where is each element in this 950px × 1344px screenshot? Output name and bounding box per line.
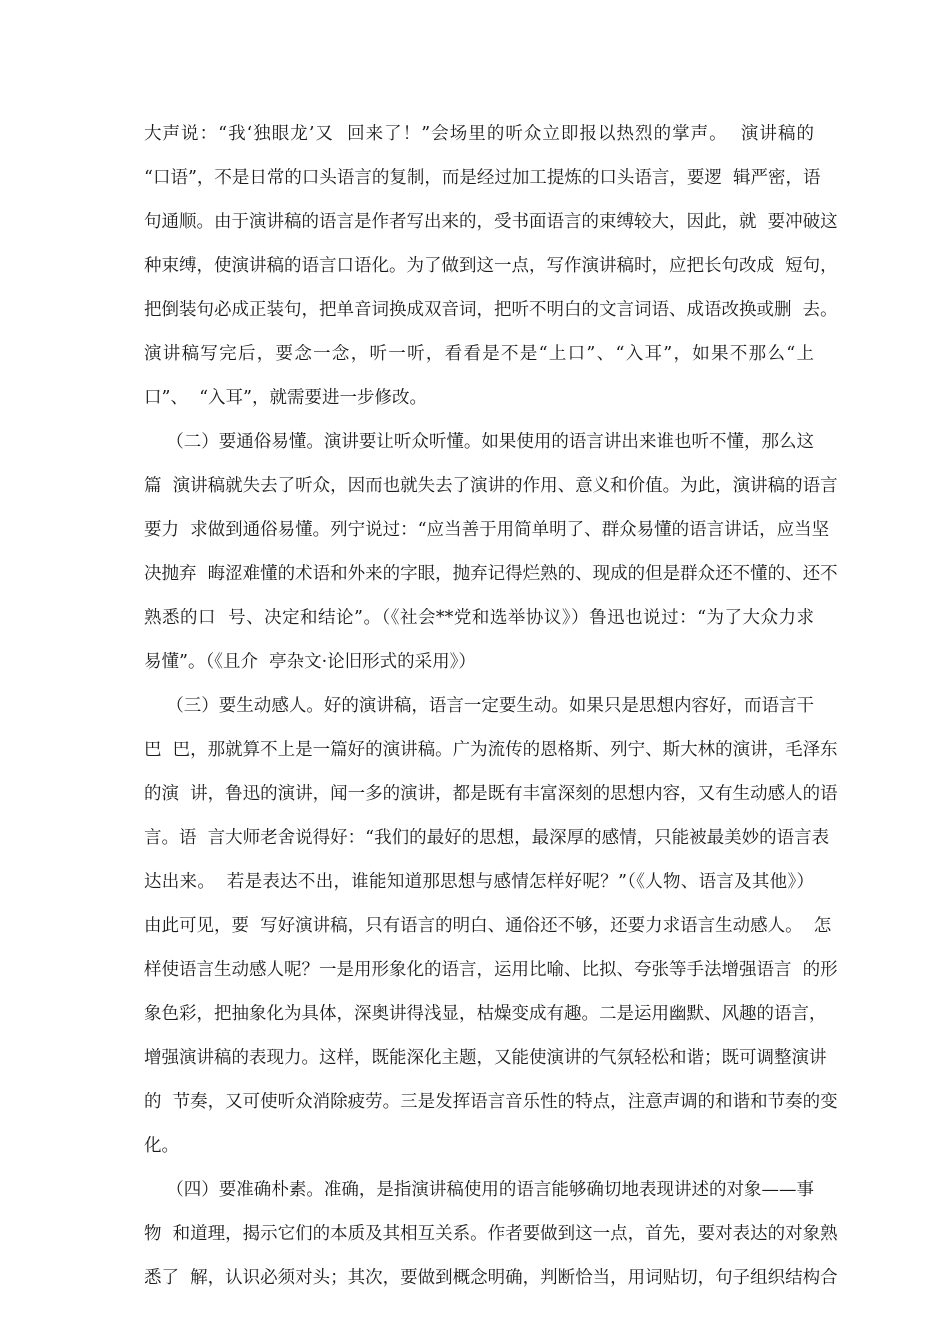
text-line: “口语”，不是日常的口头语言的复制，而是经过加工提炼的口头语言，要逻 辑严密，语 [144,168,821,188]
text-line: 样使语言生动感人呢？一是用形象化的语言，运用比喻、比拟、夸张等手法增强语言 的形 [144,960,838,980]
text-line: 句通顺。由于演讲稿的语言是作者写出来的，受书面语言的束缚较大，因此，就 要冲破这 [144,212,838,232]
text-line: 象色彩，把抽象化为具体，深奥讲得浅显，枯燥变成有趣。二是运用幽默、风趣的语言， [144,1004,827,1024]
text-line: 由此可见，要 写好演讲稿，只有语言的明白、通俗还不够，还要力求语言生动感人。 怎 [144,916,832,936]
text-line: 口”、 “入耳”，就需要进一步修改。 [144,388,427,408]
paragraph-start-line: （二）要通俗易懂。演讲要让听众听懂。如果使用的语言讲出来谁也听不懂，那么这 [144,432,814,452]
text-line: 大声说：“我‘独眼龙’又 回来了！”会场里的听众立即报以热烈的掌声。 演讲稿的 [144,124,814,144]
text-line: 增强演讲稿的表现力。这样，既能深化主题，又能使演讲的气氛轻松和谐；既可调整演讲 [144,1048,827,1068]
text-line: 熟悉的口 号、决定和结论”。（《社会**党和选举协议》）鲁迅也说过：“为了大众力求 [144,608,814,628]
text-line: 演讲稿写完后，要念一念，听一听，看看是不是“上口”、“入耳”，如果不那么“上 [144,344,814,364]
text-line: 的演 讲，鲁迅的演讲，闻一多的演讲，都是既有丰富深刻的思想内容，又有生动感人的语 [144,784,838,804]
text-line: 化。 [144,1136,179,1156]
text-line: 巴 巴，那就算不上是一篇好的演讲稿。广为流传的恩格斯、列宁、斯大林的演讲，毛泽东 [144,740,838,760]
text-line: 把倒装句必成正装句，把单音词换成双音词，把听不明白的文言词语、成语改换或删 去。 [144,300,838,320]
text-line: 悉了 解，认识必须对头；其次，要做到概念明确，判断恰当，用词贴切，句子组织结构合 [144,1268,838,1288]
paragraph-start-line: （四）要准确朴素。准确，是指演讲稿使用的语言能够确切地表现讲述的对象——事 [144,1180,814,1200]
text-line: 的 节奏，又可使听众消除疲劳。三是发挥语言音乐性的特点，注意声调的和谐和节奏的变 [144,1092,838,1112]
text-line: 物 和道理，揭示它们的本质及其相互关系。作者要做到这一点，首先，要对表达的对象熟 [144,1224,838,1244]
text-line: 达出来。 若是表达不出，谁能知道那思想与感情怎样好呢？”（《人物、语言及其他》） [144,872,814,892]
text-line: 要力 求做到通俗易懂。列宁说过：“应当善于用简单明了、群众易懂的语言讲话，应当坚 [144,520,830,540]
text-line: 决抛弃 晦涩难懂的术语和外来的字眼，抛弃记得烂熟的、现成的但是群众还不懂的、还不 [144,564,838,584]
text-line: 言。语 言大师老舍说得好：“我们的最好的思想，最深厚的感情，只能被最美妙的语言表 [144,828,830,848]
paragraph-start-line: （三）要生动感人。好的演讲稿，语言一定要生动。如果只是思想内容好，而语言干 [144,696,814,716]
text-line: 易懂”。（《且介 亭杂文·论旧形式的采用》） [144,652,476,672]
text-line: 篇 演讲稿就失去了听众，因而也就失去了演讲的作用、意义和价值。为此，演讲稿的语言 [144,476,838,496]
text-line: 种束缚，使演讲稿的语言口语化。为了做到这一点，写作演讲稿时，应把长句改成 短句， [144,256,838,276]
